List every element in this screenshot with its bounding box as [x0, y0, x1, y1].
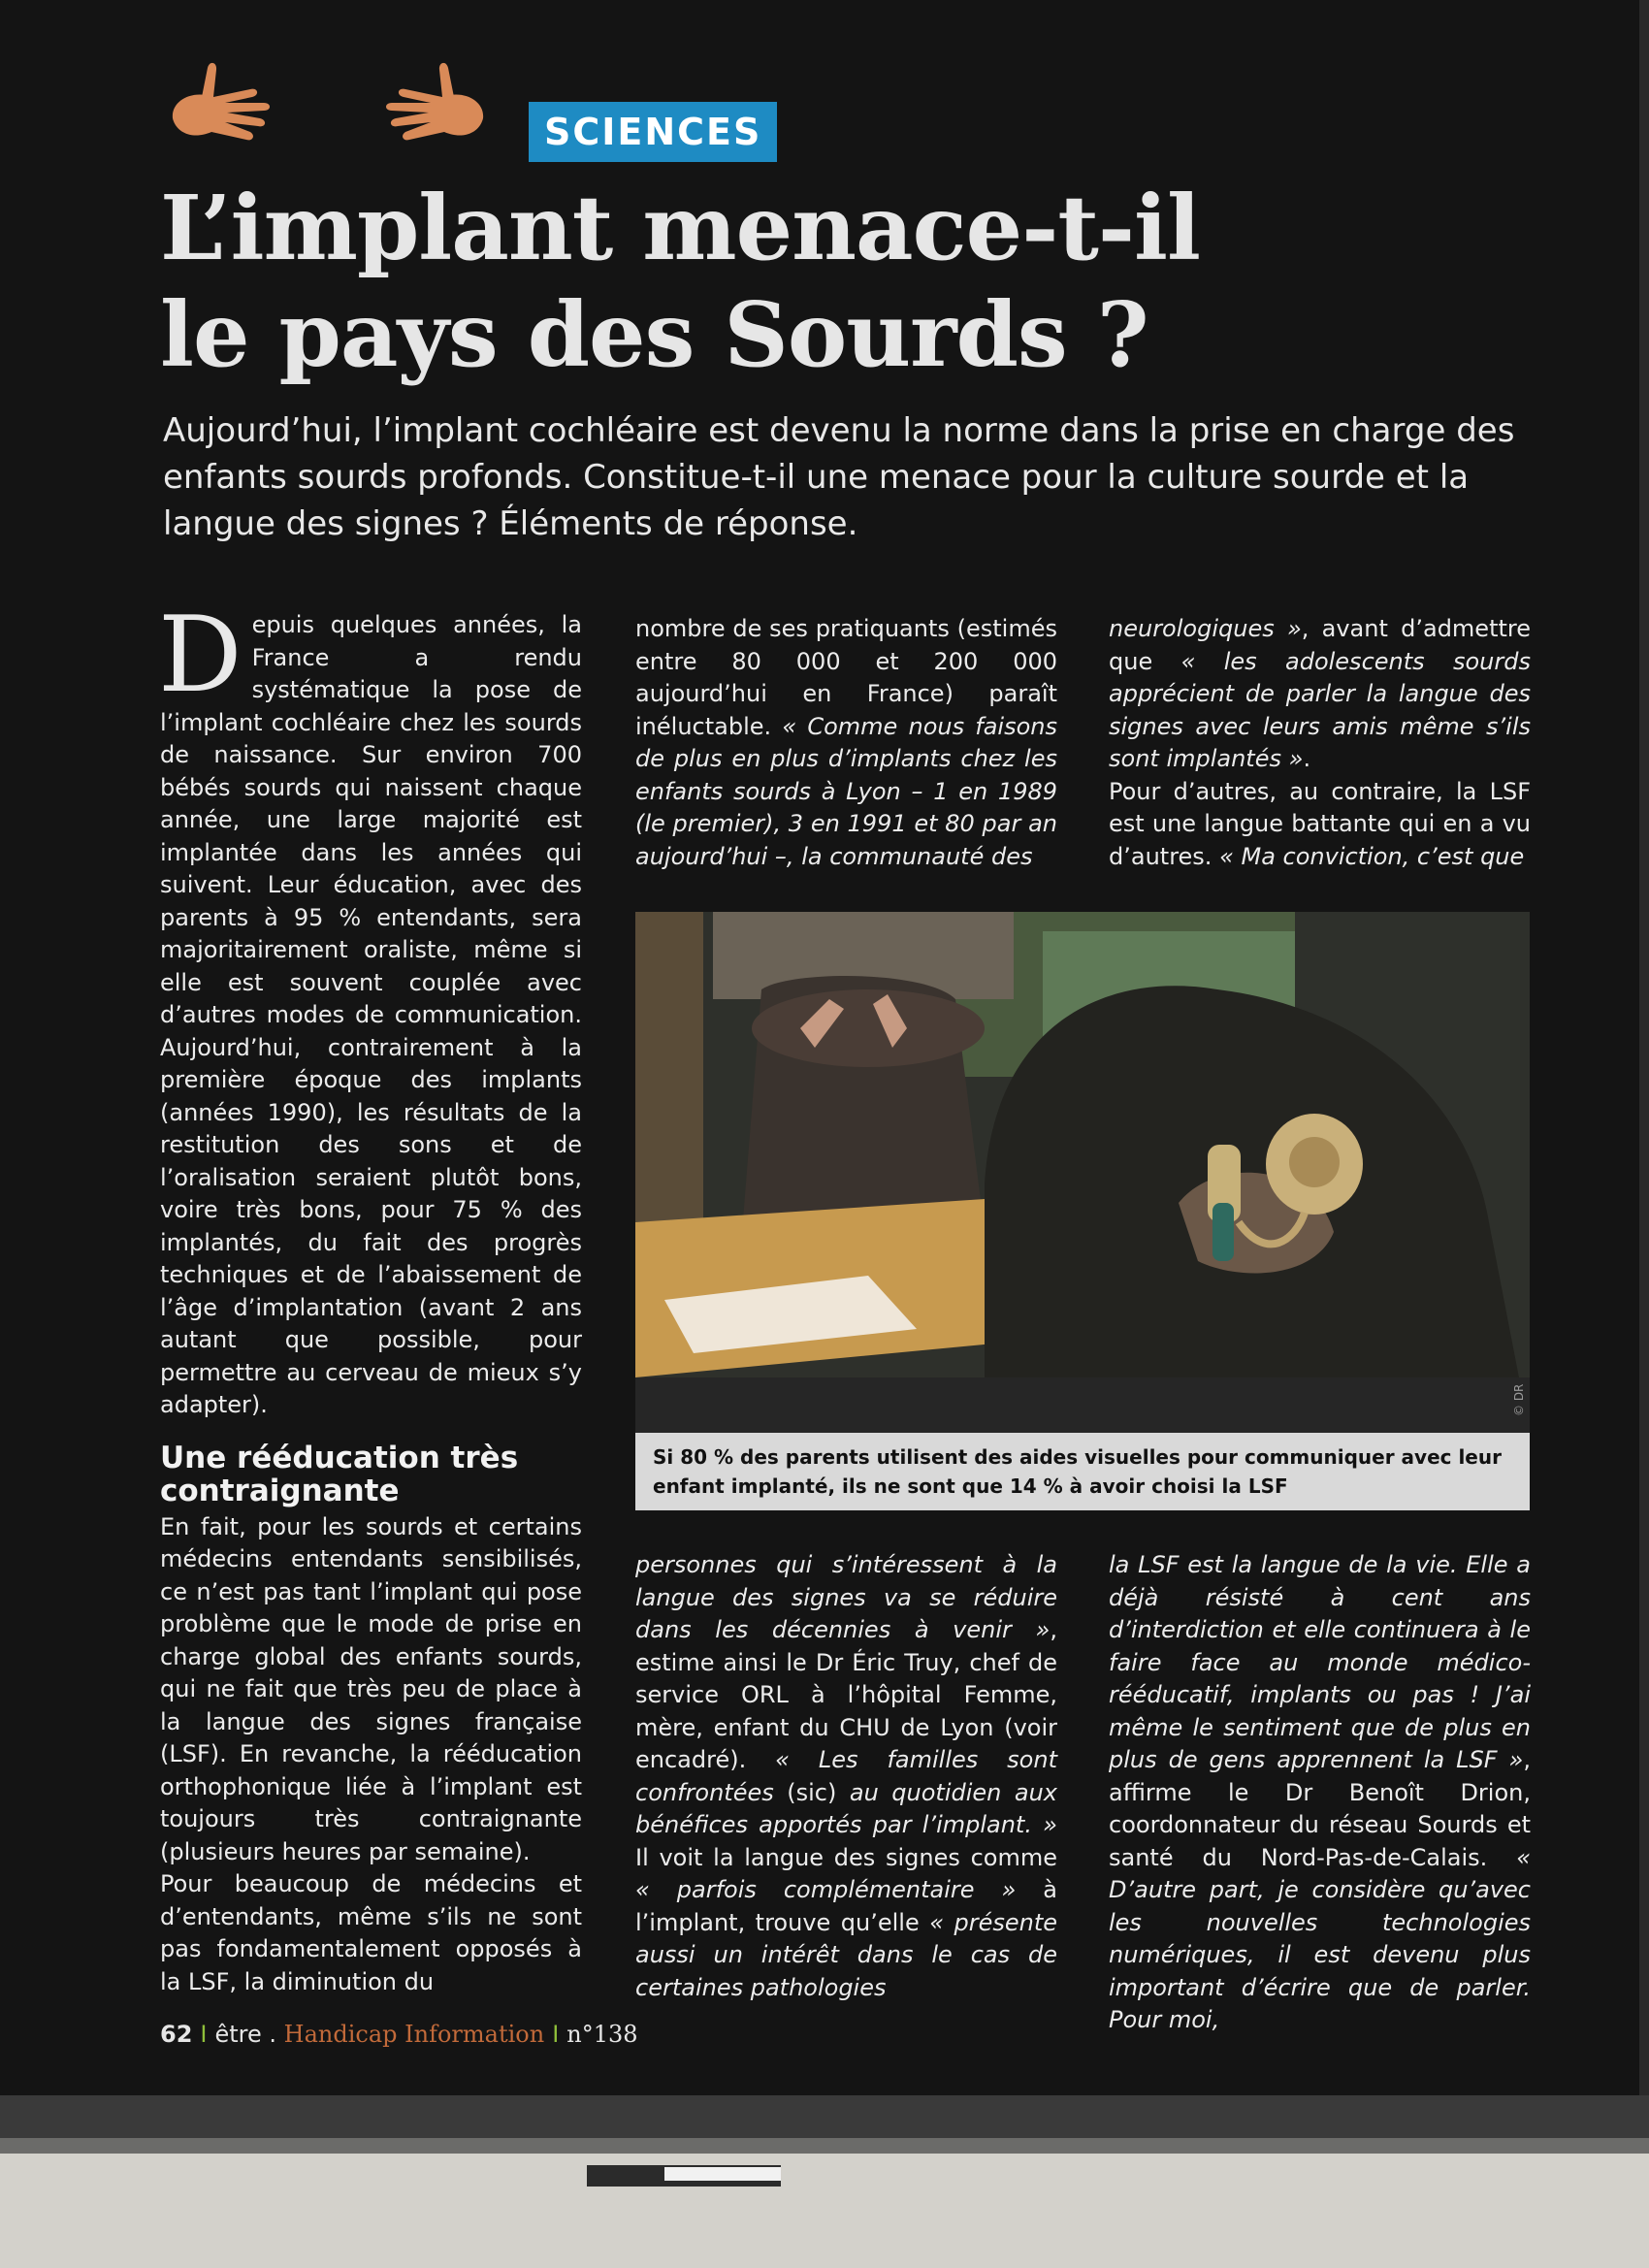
strip-light	[0, 2154, 1649, 2268]
article-title	[160, 175, 1499, 388]
column-2-top-text	[635, 613, 1057, 873]
column-3-bottom	[1109, 1549, 1531, 2037]
quote-run: « présente aussi un intérêt dans le cas de certaines pathologies	[635, 1908, 1057, 2001]
text-run: à l’implant, trouve qu’elle	[635, 1876, 1057, 1936]
column-3-top-para-2	[1109, 776, 1531, 874]
title-line-2: le pays des Sourds ?	[160, 282, 1148, 387]
strip-band	[0, 2138, 1649, 2154]
magazine-name: Handicap Information	[283, 2021, 545, 2048]
footer-separator: I	[552, 2021, 560, 2048]
paragraph-3: Pour beaucoup de médecins et d’entendants, même s’ils ne sont pas fondamentalement opposés à la LSF, la diminution du	[160, 1870, 582, 1995]
quote-run: « les adolescents sourds apprécient de parler la langue des signes avec leurs amis même s’ils sont implantés »	[1109, 647, 1531, 772]
left-hand-icon	[173, 63, 270, 140]
photo-caption: Si 80 % des parents utilisent des aides visuelles pour communiquer avec leur enfant implanté, ils ne sont que 14 % à avoir choisi la LSF	[635, 1433, 1530, 1510]
column-3-top-para-1	[1109, 613, 1531, 776]
quote-run: au quotidien aux bénéfices apportés par l’implant. »	[635, 1778, 1058, 1838]
page-number: 62	[160, 2021, 193, 2048]
right-hand-icon	[386, 63, 483, 140]
text-run: , avant d’admettre que	[1109, 615, 1531, 675]
text-run: , affirme le Dr Benoît Drion, coordonnateur du réseau Sourds et santé du Nord-Pas-de-Calais.	[1109, 1746, 1531, 1871]
section-badge: SCIENCES	[529, 102, 777, 162]
column-2-bottom	[635, 1549, 1057, 2004]
paragraph-2: En fait, pour les sourds et certains médecins entendants sensibilisés, ce n’est pas tant l’implant qui pose problème que le mode de prise en charge global des enfants sourds, qui ne fait que très peu de place à la langue des signes française (LSF). En revanche, la rééducation orthophonique liée à l’implant est toujours très contraignante (plusieurs heures par semaine).	[160, 1512, 582, 1865]
text-run: Il voit la langue des signes comme	[635, 1843, 1057, 1871]
paragraph-1	[158, 595, 582, 1422]
issue-number: n°138	[566, 2021, 638, 2048]
title-line-1: L’implant menace-t-il	[160, 176, 1200, 280]
quote-run: personnes qui s’intéressent à la langue des signes va se réduire dans les décennies à venir »	[635, 1551, 1057, 1643]
column-3-top	[1109, 613, 1531, 873]
drop-cap: D	[158, 595, 242, 716]
subheading: Une rééducation très contraignante	[160, 1440, 519, 1508]
quote-run: « Comme nous faisons de plus en plus d’implants chez les enfants sourds à Lyon – 1 en 1989 (le premier), 3 en 1991 et 80 par an aujourd’hui –, la communauté des	[635, 712, 1058, 870]
photo-illustration	[635, 912, 1530, 1433]
text-run: (sic)	[787, 1778, 837, 1806]
signing-hands-icon	[163, 50, 493, 155]
column-2-top	[635, 613, 1057, 873]
quote-run: « parfois complémentaire »	[635, 1876, 1017, 1903]
column-3-bottom-text	[1109, 1549, 1531, 2037]
quote-run: neurologiques »	[1109, 615, 1302, 642]
article-lead: Aujourd’hui, l’implant cochléaire est devenu la norme dans la prise en charge des enfants sourds profonds. Constitue-t-il une menace pour la culture sourde et la langue des signes ? Éléments de réponse.	[163, 411, 1515, 543]
magazine-prefix: être .	[214, 2021, 277, 2048]
strip-dark	[0, 2095, 1649, 2138]
page-footer	[160, 2021, 638, 2056]
photo-credit: © DR	[1512, 1383, 1526, 1416]
scan-bottom-strip	[0, 2095, 1649, 2268]
page-edge	[1639, 0, 1649, 2095]
quote-run: « D’autre part, je considère qu’avec les nouvelles technologies numériques, il est devenu plus important d’écrire que de parler. Pour moi,	[1109, 1843, 1531, 2033]
quote-run: la LSF est la langue de la vie. Elle a déjà résisté à cent ans d’interdiction et elle continuera à le faire face au monde médico-rééducatif, implants ou pas ! J’ai même le sentiment que de plus en plus de gens apprennent la LSF »	[1109, 1551, 1531, 1773]
quote-run: « Ma conviction, c’est que	[1219, 842, 1525, 870]
quote-run: « Les familles sont confrontées	[635, 1746, 1057, 1806]
text-run: nombre de ses pratiquants (estimés entre 80 000 et 200 000 aujourd’hui en France) paraît inéluctable.	[635, 615, 1057, 740]
text-run: .	[1303, 745, 1311, 772]
footer-separator: I	[200, 2021, 208, 2048]
text-run: , estime ainsi le Dr Éric Truy, chef de service ORL à l’hôpital Femme, mère, enfant du CHU de Lyon (voir encadré).	[635, 1616, 1057, 1773]
column-2-bottom-text	[635, 1549, 1057, 2004]
paragraph-1-text: epuis quelques années, la France a rendu systématique la pose de l’implant cochléaire chez les sourds de naissance. Sur environ 700 bébés sourds qui naissent chaque année, une large majorité est implantée dans les années qui suivent. Leur éducation, avec des parents à 95 % entendants, sera majoritairement oraliste, même si elle est souvent couplée avec d’autres modes de communication. Aujourd’hui, contrairement à la première époque des implants (années 1990), les résultats de la restitution des sons et de l’oralisation seraient plutôt bons, voire très bons, pour 75 % des implantés, du fait des progrès techniques et de l’abaissement de l’âge d’implantation (avant 2 ans autant que possible, pour permettre au cerveau de mieux s’y adapter).	[160, 611, 582, 1418]
article-photo	[635, 912, 1530, 1433]
strip-mark-highlight	[664, 2167, 781, 2181]
column-1	[158, 595, 582, 1998]
text-run: Pour d’autres, au contraire, la LSF est une langue battante qui en a vu d’autres.	[1109, 777, 1531, 870]
